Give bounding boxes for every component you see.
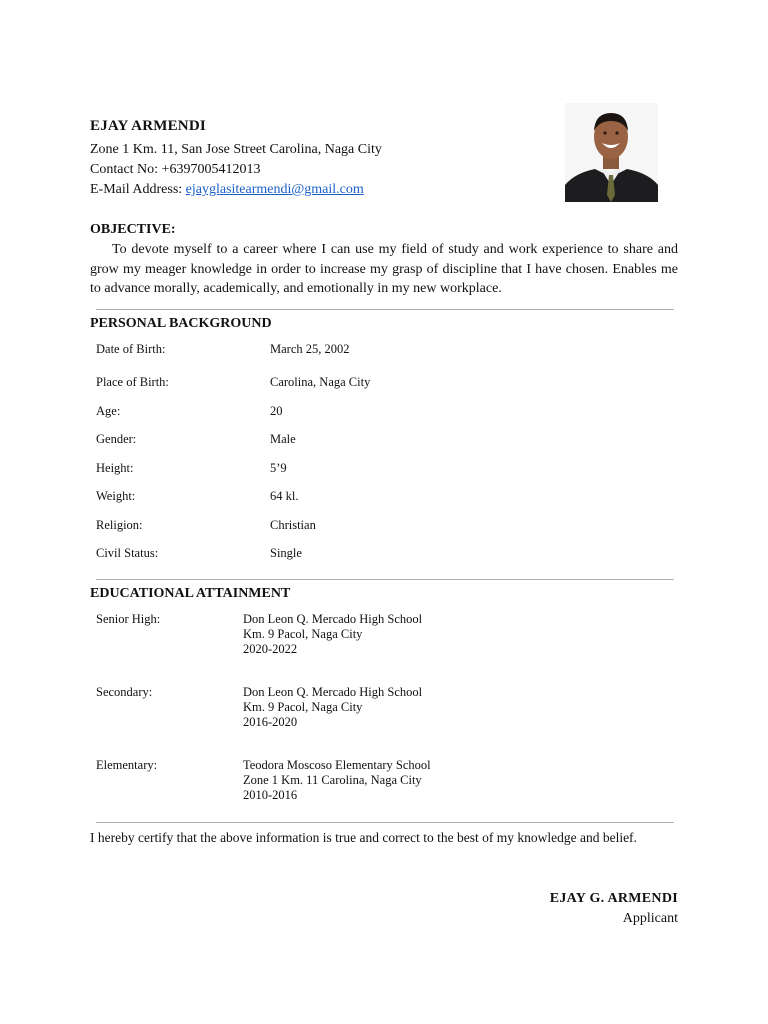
secondary-details	[243, 685, 422, 730]
contact-label: Contact No:	[90, 162, 159, 177]
contact-number: +6397005412013	[161, 162, 261, 177]
education-title: EDUCATIONAL ATTAINMENT	[90, 586, 291, 601]
address-line: Zone 1 Km. 11, San Jose Street Carolina, Naga City	[90, 142, 382, 157]
personal-background-title: PERSONAL BACKGROUND	[90, 316, 272, 331]
school-name: Don Leon Q. Mercado High School	[243, 685, 423, 699]
certification-statement: I hereby certify that the above information is true and correct to the best of my knowledge and belief.	[90, 830, 637, 845]
civil-status-value: Single	[270, 546, 302, 560]
contact-line	[90, 162, 260, 178]
objective-title: OBJECTIVE:	[90, 222, 176, 237]
signature-name: EJAY G. ARMENDI	[549, 891, 678, 906]
age-label: Age:	[96, 404, 121, 418]
email-line	[90, 182, 364, 198]
dob-label: Date of Birth:	[96, 342, 166, 356]
secondary-label: Secondary:	[96, 685, 153, 699]
weight-value: 64 kl.	[270, 489, 299, 503]
gender-value: Male	[270, 432, 296, 446]
dob-value: March 25, 2002	[270, 342, 350, 356]
divider	[96, 822, 674, 823]
divider	[96, 309, 674, 310]
email-label: E-Mail Address:	[90, 182, 183, 197]
height-value: 5’9	[270, 461, 287, 475]
objective-text: To devote myself to a career where I can use my field of study and work experience to share and grow my meager knowledge in order to increase my grasp of discipline that I have chosen. Enables me to advance morally, academically, and emotionally in my new workplace.	[90, 242, 678, 296]
signature-role: Applicant	[622, 911, 678, 926]
email-link[interactable]: ejayglasitearmendi@gmail.com	[185, 182, 364, 197]
pob-value: Carolina, Naga City	[270, 375, 371, 389]
religion-label: Religion:	[96, 518, 143, 532]
senior-high-label: Senior High:	[96, 612, 161, 626]
applicant-photo	[565, 103, 658, 202]
divider	[96, 579, 674, 580]
school-address: Km. 9 Pacol, Naga City	[243, 627, 363, 641]
elementary-details	[243, 758, 431, 803]
civil-status-label: Civil Status:	[96, 546, 159, 560]
school-address: Km. 9 Pacol, Naga City	[243, 700, 363, 714]
weight-label: Weight:	[96, 489, 136, 503]
applicant-name: EJAY ARMENDI	[90, 118, 206, 134]
portrait-image	[565, 103, 658, 202]
age-value: 20	[270, 404, 283, 418]
religion-value: Christian	[270, 518, 316, 532]
senior-high-details	[243, 612, 422, 657]
school-name: Don Leon Q. Mercado High School	[243, 612, 423, 626]
school-years: 2020-2022	[243, 642, 298, 656]
elementary-label: Elementary:	[96, 758, 158, 772]
height-label: Height:	[96, 461, 134, 475]
school-years: 2016-2020	[243, 715, 298, 729]
school-name: Teodora Moscoso Elementary School	[243, 758, 431, 772]
school-years: 2010-2016	[243, 788, 298, 802]
school-address: Zone 1 Km. 11 Carolina, Naga City	[243, 773, 422, 787]
objective-paragraph	[90, 240, 678, 299]
gender-label: Gender:	[96, 432, 137, 446]
pob-label: Place of Birth:	[96, 375, 169, 389]
